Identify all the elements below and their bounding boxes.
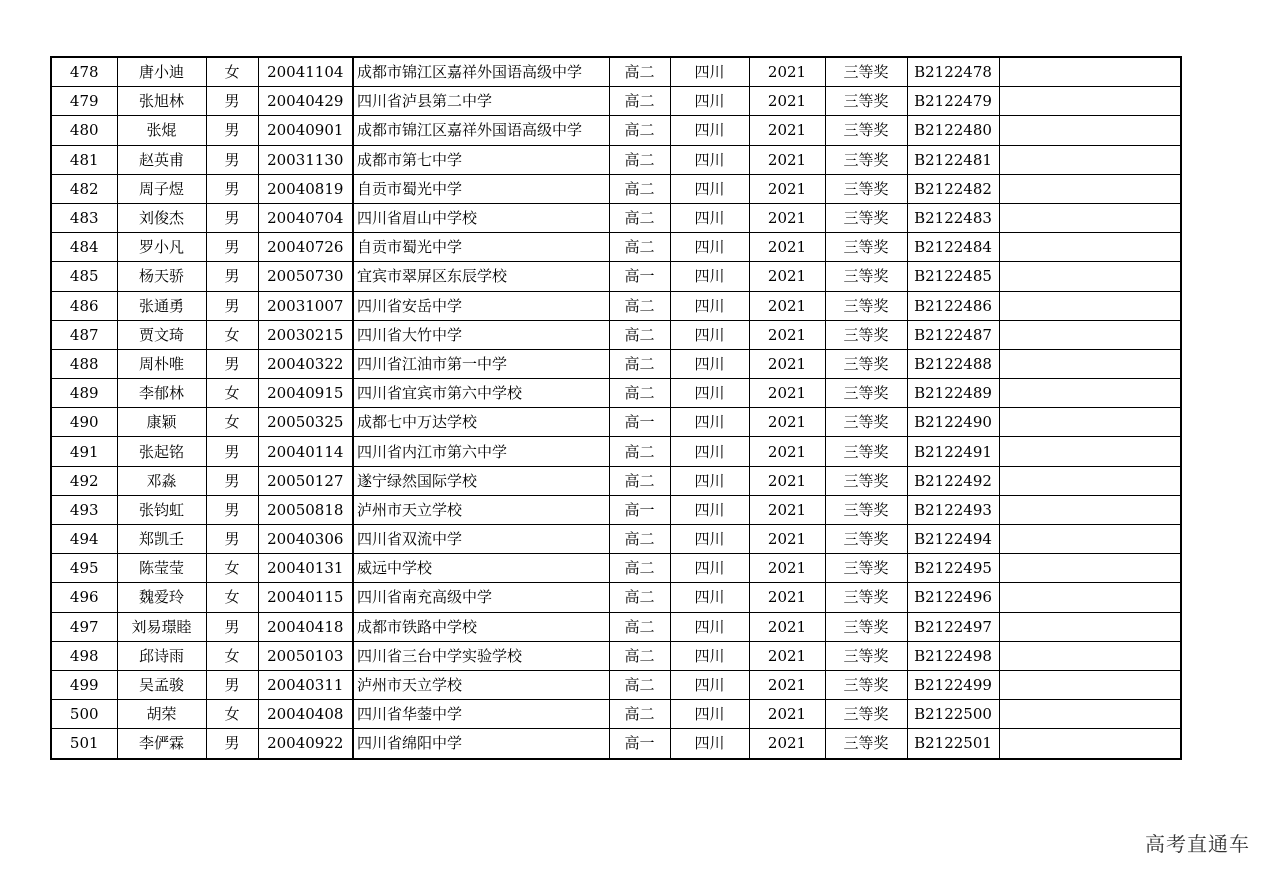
award-level-cell: 三等奖 — [825, 700, 907, 729]
certificate-id-cell: B2122489 — [907, 379, 999, 408]
birth-date-cell: 20050325 — [258, 408, 353, 437]
grade-cell: 高一 — [609, 729, 670, 759]
province-cell: 四川 — [670, 583, 749, 612]
remarks-cell — [999, 379, 1181, 408]
year-cell: 2021 — [749, 203, 825, 232]
student-name-cell: 郑凯壬 — [117, 525, 206, 554]
certificate-id-cell: B2122492 — [907, 466, 999, 495]
certificate-id-cell: B2122486 — [907, 291, 999, 320]
student-name-cell: 李俨霖 — [117, 729, 206, 759]
student-name-cell: 周朴唯 — [117, 349, 206, 378]
birth-date-cell: 20040131 — [258, 554, 353, 583]
remarks-cell — [999, 145, 1181, 174]
table-row — [51, 233, 1181, 262]
row-number-cell: 484 — [51, 233, 117, 262]
row-number-cell: 482 — [51, 174, 117, 203]
student-name-cell: 吴孟骏 — [117, 670, 206, 699]
gender-cell: 男 — [206, 174, 258, 203]
grade-cell: 高二 — [609, 233, 670, 262]
remarks-cell — [999, 320, 1181, 349]
birth-date-cell: 20040922 — [258, 729, 353, 759]
student-name-cell: 张焜 — [117, 116, 206, 145]
school-cell: 成都市铁路中学校 — [353, 612, 609, 641]
grade-cell: 高二 — [609, 466, 670, 495]
certificate-id-cell: B2122478 — [907, 57, 999, 87]
student-name-cell: 贾文琦 — [117, 320, 206, 349]
student-name-cell: 魏爱玲 — [117, 583, 206, 612]
year-cell: 2021 — [749, 612, 825, 641]
student-name-cell: 张旭林 — [117, 87, 206, 116]
remarks-cell — [999, 87, 1181, 116]
province-cell: 四川 — [670, 466, 749, 495]
student-name-cell: 胡荣 — [117, 700, 206, 729]
award-level-cell: 三等奖 — [825, 583, 907, 612]
grade-cell: 高二 — [609, 145, 670, 174]
province-cell: 四川 — [670, 145, 749, 174]
remarks-cell — [999, 670, 1181, 699]
grade-cell: 高二 — [609, 525, 670, 554]
school-cell: 成都市锦江区嘉祥外国语高级中学 — [353, 57, 609, 87]
remarks-cell — [999, 116, 1181, 145]
province-cell: 四川 — [670, 174, 749, 203]
birth-date-cell: 20050818 — [258, 495, 353, 524]
row-number-cell: 496 — [51, 583, 117, 612]
certificate-id-cell: B2122484 — [907, 233, 999, 262]
remarks-cell — [999, 233, 1181, 262]
award-level-cell: 三等奖 — [825, 262, 907, 291]
row-number-cell: 483 — [51, 203, 117, 232]
gender-cell: 男 — [206, 612, 258, 641]
province-cell: 四川 — [670, 379, 749, 408]
birth-date-cell: 20040306 — [258, 525, 353, 554]
birth-date-cell: 20040429 — [258, 87, 353, 116]
certificate-id-cell: B2122494 — [907, 525, 999, 554]
province-cell: 四川 — [670, 349, 749, 378]
certificate-id-cell: B2122485 — [907, 262, 999, 291]
gender-cell: 男 — [206, 262, 258, 291]
grade-cell: 高二 — [609, 291, 670, 320]
remarks-cell — [999, 554, 1181, 583]
gender-cell: 男 — [206, 233, 258, 262]
birth-date-cell: 20050730 — [258, 262, 353, 291]
birth-date-cell: 20031130 — [258, 145, 353, 174]
grade-cell: 高一 — [609, 408, 670, 437]
table-row — [51, 700, 1181, 729]
birth-date-cell: 20040819 — [258, 174, 353, 203]
award-level-cell: 三等奖 — [825, 641, 907, 670]
row-number-cell: 501 — [51, 729, 117, 759]
gender-cell: 女 — [206, 554, 258, 583]
year-cell: 2021 — [749, 320, 825, 349]
year-cell: 2021 — [749, 379, 825, 408]
grade-cell: 高二 — [609, 554, 670, 583]
award-level-cell: 三等奖 — [825, 87, 907, 116]
year-cell: 2021 — [749, 729, 825, 759]
award-level-cell: 三等奖 — [825, 291, 907, 320]
birth-date-cell: 20040901 — [258, 116, 353, 145]
table-row — [51, 203, 1181, 232]
school-cell: 四川省华蓥中学 — [353, 700, 609, 729]
school-cell: 遂宁绿然国际学校 — [353, 466, 609, 495]
remarks-cell — [999, 641, 1181, 670]
province-cell: 四川 — [670, 408, 749, 437]
table-body — [51, 57, 1181, 759]
grade-cell: 高二 — [609, 437, 670, 466]
school-cell: 威远中学校 — [353, 554, 609, 583]
province-cell: 四川 — [670, 670, 749, 699]
award-level-cell: 三等奖 — [825, 554, 907, 583]
birth-date-cell: 20050103 — [258, 641, 353, 670]
table-row — [51, 408, 1181, 437]
certificate-id-cell: B2122495 — [907, 554, 999, 583]
gender-cell: 女 — [206, 320, 258, 349]
year-cell: 2021 — [749, 700, 825, 729]
school-cell: 自贡市蜀光中学 — [353, 233, 609, 262]
school-cell: 四川省内江市第六中学 — [353, 437, 609, 466]
student-name-cell: 赵英甫 — [117, 145, 206, 174]
grade-cell: 高二 — [609, 379, 670, 408]
student-name-cell: 张通勇 — [117, 291, 206, 320]
row-number-cell: 494 — [51, 525, 117, 554]
table-row — [51, 670, 1181, 699]
school-cell: 四川省绵阳中学 — [353, 729, 609, 759]
province-cell: 四川 — [670, 262, 749, 291]
year-cell: 2021 — [749, 525, 825, 554]
row-number-cell: 480 — [51, 116, 117, 145]
grade-cell: 高二 — [609, 641, 670, 670]
certificate-id-cell: B2122479 — [907, 87, 999, 116]
grade-cell: 高二 — [609, 320, 670, 349]
row-number-cell: 491 — [51, 437, 117, 466]
grade-cell: 高二 — [609, 87, 670, 116]
award-level-cell: 三等奖 — [825, 670, 907, 699]
province-cell: 四川 — [670, 729, 749, 759]
student-name-cell: 张钧虹 — [117, 495, 206, 524]
remarks-cell — [999, 466, 1181, 495]
row-number-cell: 493 — [51, 495, 117, 524]
gender-cell: 男 — [206, 145, 258, 174]
province-cell: 四川 — [670, 57, 749, 87]
table-row — [51, 495, 1181, 524]
gender-cell: 女 — [206, 57, 258, 87]
grade-cell: 高二 — [609, 349, 670, 378]
school-cell: 四川省眉山中学校 — [353, 203, 609, 232]
award-level-cell: 三等奖 — [825, 203, 907, 232]
school-cell: 自贡市蜀光中学 — [353, 174, 609, 203]
award-level-cell: 三等奖 — [825, 525, 907, 554]
certificate-id-cell: B2122493 — [907, 495, 999, 524]
student-name-cell: 李郁林 — [117, 379, 206, 408]
row-number-cell: 492 — [51, 466, 117, 495]
table-row — [51, 145, 1181, 174]
grade-cell: 高二 — [609, 612, 670, 641]
table-row — [51, 57, 1181, 87]
student-name-cell: 杨天骄 — [117, 262, 206, 291]
award-level-cell: 三等奖 — [825, 57, 907, 87]
gender-cell: 女 — [206, 408, 258, 437]
certificate-id-cell: B2122497 — [907, 612, 999, 641]
year-cell: 2021 — [749, 437, 825, 466]
school-cell: 四川省泸县第二中学 — [353, 87, 609, 116]
row-number-cell: 498 — [51, 641, 117, 670]
remarks-cell — [999, 700, 1181, 729]
remarks-cell — [999, 174, 1181, 203]
row-number-cell: 490 — [51, 408, 117, 437]
student-name-cell: 张起铭 — [117, 437, 206, 466]
row-number-cell: 488 — [51, 349, 117, 378]
row-number-cell: 479 — [51, 87, 117, 116]
gender-cell: 男 — [206, 203, 258, 232]
birth-date-cell: 20040418 — [258, 612, 353, 641]
school-cell: 四川省三台中学实验学校 — [353, 641, 609, 670]
watermark: 高考直通车 — [1145, 832, 1250, 856]
student-name-cell: 陈莹莹 — [117, 554, 206, 583]
table-row — [51, 466, 1181, 495]
school-cell: 四川省大竹中学 — [353, 320, 609, 349]
school-cell: 泸州市天立学校 — [353, 670, 609, 699]
grade-cell: 高一 — [609, 262, 670, 291]
certificate-id-cell: B2122496 — [907, 583, 999, 612]
row-number-cell: 486 — [51, 291, 117, 320]
table-row — [51, 612, 1181, 641]
year-cell: 2021 — [749, 262, 825, 291]
certificate-id-cell: B2122481 — [907, 145, 999, 174]
award-level-cell: 三等奖 — [825, 408, 907, 437]
birth-date-cell: 20040704 — [258, 203, 353, 232]
remarks-cell — [999, 612, 1181, 641]
student-name-cell: 罗小凡 — [117, 233, 206, 262]
grade-cell: 高二 — [609, 57, 670, 87]
birth-date-cell: 20041104 — [258, 57, 353, 87]
remarks-cell — [999, 437, 1181, 466]
province-cell: 四川 — [670, 116, 749, 145]
gender-cell: 女 — [206, 700, 258, 729]
student-name-cell: 周子煜 — [117, 174, 206, 203]
remarks-cell — [999, 495, 1181, 524]
award-level-cell: 三等奖 — [825, 437, 907, 466]
row-number-cell: 485 — [51, 262, 117, 291]
remarks-cell — [999, 203, 1181, 232]
grade-cell: 高二 — [609, 174, 670, 203]
gender-cell: 男 — [206, 525, 258, 554]
certificate-id-cell: B2122501 — [907, 729, 999, 759]
row-number-cell: 487 — [51, 320, 117, 349]
province-cell: 四川 — [670, 612, 749, 641]
remarks-cell — [999, 291, 1181, 320]
gender-cell: 女 — [206, 641, 258, 670]
gender-cell: 男 — [206, 87, 258, 116]
award-level-cell: 三等奖 — [825, 174, 907, 203]
grade-cell: 高二 — [609, 203, 670, 232]
table-row — [51, 116, 1181, 145]
year-cell: 2021 — [749, 233, 825, 262]
gender-cell: 男 — [206, 116, 258, 145]
remarks-cell — [999, 583, 1181, 612]
certificate-id-cell: B2122490 — [907, 408, 999, 437]
remarks-cell — [999, 349, 1181, 378]
school-cell: 宜宾市翠屏区东辰学校 — [353, 262, 609, 291]
grade-cell: 高二 — [609, 583, 670, 612]
province-cell: 四川 — [670, 554, 749, 583]
table-row — [51, 525, 1181, 554]
remarks-cell — [999, 262, 1181, 291]
school-cell: 四川省宜宾市第六中学校 — [353, 379, 609, 408]
grade-cell: 高二 — [609, 116, 670, 145]
table-row — [51, 729, 1181, 759]
row-number-cell: 481 — [51, 145, 117, 174]
year-cell: 2021 — [749, 554, 825, 583]
table-row — [51, 641, 1181, 670]
award-level-cell: 三等奖 — [825, 729, 907, 759]
province-cell: 四川 — [670, 437, 749, 466]
school-cell: 成都市第七中学 — [353, 145, 609, 174]
table-row — [51, 349, 1181, 378]
award-level-cell: 三等奖 — [825, 379, 907, 408]
province-cell: 四川 — [670, 525, 749, 554]
award-level-cell: 三等奖 — [825, 145, 907, 174]
gender-cell: 男 — [206, 495, 258, 524]
grade-cell: 高一 — [609, 495, 670, 524]
gender-cell: 男 — [206, 670, 258, 699]
birth-date-cell: 20040322 — [258, 349, 353, 378]
award-level-cell: 三等奖 — [825, 612, 907, 641]
gender-cell: 男 — [206, 437, 258, 466]
table-row — [51, 437, 1181, 466]
remarks-cell — [999, 729, 1181, 759]
student-name-cell: 康颖 — [117, 408, 206, 437]
school-cell: 成都七中万达学校 — [353, 408, 609, 437]
remarks-cell — [999, 57, 1181, 87]
table-row — [51, 262, 1181, 291]
certificate-id-cell: B2122500 — [907, 700, 999, 729]
remarks-cell — [999, 408, 1181, 437]
school-cell: 泸州市天立学校 — [353, 495, 609, 524]
school-cell: 四川省南充高级中学 — [353, 583, 609, 612]
province-cell: 四川 — [670, 641, 749, 670]
province-cell: 四川 — [670, 700, 749, 729]
year-cell: 2021 — [749, 57, 825, 87]
birth-date-cell: 20040115 — [258, 583, 353, 612]
birth-date-cell: 20040408 — [258, 700, 353, 729]
year-cell: 2021 — [749, 87, 825, 116]
birth-date-cell: 20040915 — [258, 379, 353, 408]
birth-date-cell: 20050127 — [258, 466, 353, 495]
gender-cell: 男 — [206, 291, 258, 320]
school-cell: 四川省江油市第一中学 — [353, 349, 609, 378]
table-row — [51, 583, 1181, 612]
school-cell: 四川省双流中学 — [353, 525, 609, 554]
year-cell: 2021 — [749, 466, 825, 495]
certificate-id-cell: B2122498 — [907, 641, 999, 670]
award-level-cell: 三等奖 — [825, 466, 907, 495]
grade-cell: 高二 — [609, 700, 670, 729]
row-number-cell: 495 — [51, 554, 117, 583]
birth-date-cell: 20031007 — [258, 291, 353, 320]
certificate-id-cell: B2122491 — [907, 437, 999, 466]
province-cell: 四川 — [670, 495, 749, 524]
student-name-cell: 唐小迪 — [117, 57, 206, 87]
gender-cell: 女 — [206, 583, 258, 612]
table-row — [51, 554, 1181, 583]
gender-cell: 男 — [206, 349, 258, 378]
row-number-cell: 478 — [51, 57, 117, 87]
year-cell: 2021 — [749, 495, 825, 524]
birth-date-cell: 20040114 — [258, 437, 353, 466]
grade-cell: 高二 — [609, 670, 670, 699]
birth-date-cell: 20030215 — [258, 320, 353, 349]
year-cell: 2021 — [749, 641, 825, 670]
student-name-cell: 邓淼 — [117, 466, 206, 495]
year-cell: 2021 — [749, 145, 825, 174]
award-level-cell: 三等奖 — [825, 495, 907, 524]
certificate-id-cell: B2122482 — [907, 174, 999, 203]
table-row — [51, 320, 1181, 349]
province-cell: 四川 — [670, 87, 749, 116]
year-cell: 2021 — [749, 116, 825, 145]
birth-date-cell: 20040311 — [258, 670, 353, 699]
award-table — [50, 56, 1182, 760]
gender-cell: 男 — [206, 466, 258, 495]
school-cell: 成都市锦江区嘉祥外国语高级中学 — [353, 116, 609, 145]
student-name-cell: 邱诗雨 — [117, 641, 206, 670]
certificate-id-cell: B2122480 — [907, 116, 999, 145]
gender-cell: 男 — [206, 729, 258, 759]
award-level-cell: 三等奖 — [825, 116, 907, 145]
certificate-id-cell: B2122483 — [907, 203, 999, 232]
table-row — [51, 87, 1181, 116]
row-number-cell: 489 — [51, 379, 117, 408]
row-number-cell: 497 — [51, 612, 117, 641]
award-level-cell: 三等奖 — [825, 349, 907, 378]
student-name-cell: 刘俊杰 — [117, 203, 206, 232]
year-cell: 2021 — [749, 583, 825, 612]
province-cell: 四川 — [670, 233, 749, 262]
birth-date-cell: 20040726 — [258, 233, 353, 262]
gender-cell: 女 — [206, 379, 258, 408]
province-cell: 四川 — [670, 320, 749, 349]
table-row — [51, 379, 1181, 408]
certificate-id-cell: B2122499 — [907, 670, 999, 699]
table-row — [51, 174, 1181, 203]
province-cell: 四川 — [670, 203, 749, 232]
year-cell: 2021 — [749, 349, 825, 378]
row-number-cell: 499 — [51, 670, 117, 699]
certificate-id-cell: B2122488 — [907, 349, 999, 378]
certificate-id-cell: B2122487 — [907, 320, 999, 349]
student-name-cell: 刘易璟睦 — [117, 612, 206, 641]
year-cell: 2021 — [749, 291, 825, 320]
row-number-cell: 500 — [51, 700, 117, 729]
award-level-cell: 三等奖 — [825, 233, 907, 262]
province-cell: 四川 — [670, 291, 749, 320]
year-cell: 2021 — [749, 670, 825, 699]
table-row — [51, 291, 1181, 320]
remarks-cell — [999, 525, 1181, 554]
year-cell: 2021 — [749, 408, 825, 437]
year-cell: 2021 — [749, 174, 825, 203]
school-cell: 四川省安岳中学 — [353, 291, 609, 320]
award-level-cell: 三等奖 — [825, 320, 907, 349]
